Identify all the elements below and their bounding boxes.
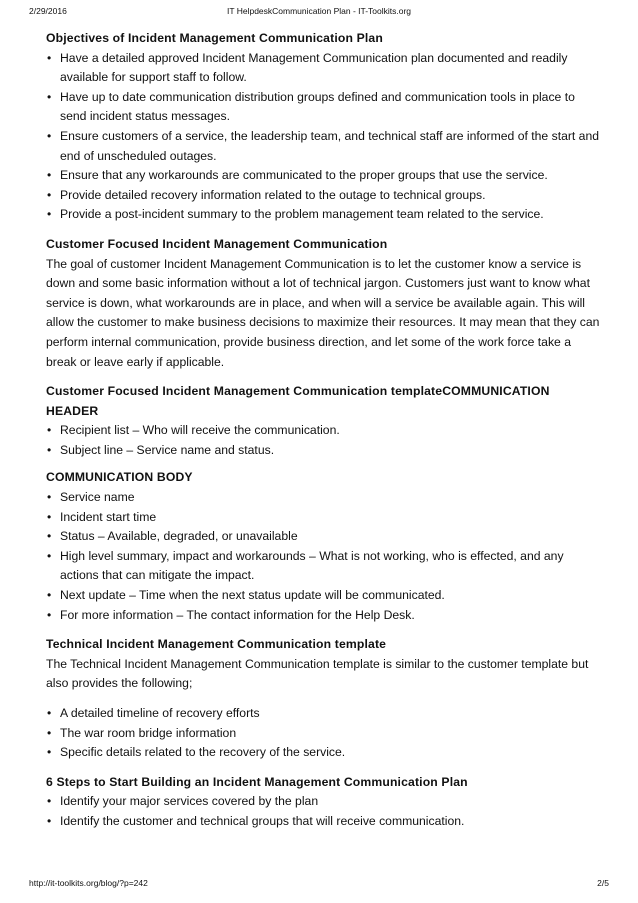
communication-body-heading: COMMUNICATION BODY — [46, 470, 193, 485]
list-item: • Specific details related to the recovery of the service. — [46, 743, 602, 763]
page-number: 2/5 — [597, 878, 609, 888]
customer-template-section — [46, 382, 602, 625]
communication-header-list — [46, 421, 602, 460]
list-item: • Recipient list – Who will receive the communication. — [46, 421, 602, 441]
document-body — [46, 29, 602, 832]
objectives-section — [46, 29, 602, 225]
list-item: • Identify the customer and technical groups that will receive communication. — [46, 812, 602, 832]
list-item: • Subject line – Service name and status. — [46, 441, 602, 461]
technical-items-list — [46, 704, 602, 763]
objectives-list — [46, 49, 602, 225]
list-item: • Ensure that any workarounds are communicated to the proper groups that use the service. — [46, 166, 602, 186]
list-item: • For more information – The contact information for the Help Desk. — [46, 606, 602, 626]
technical-template-body: The Technical Incident Management Communication template is similar to the customer template but also provides the following; — [46, 656, 589, 691]
steps-section — [46, 773, 602, 832]
list-item: • Have a detailed approved Incident Management Communication plan documented and readily available for support staff to follow. — [46, 49, 602, 88]
print-date: 2/29/2016 — [29, 6, 67, 16]
list-item: • Ensure customers of a service, the leadership team, and technical staff are informed of the start and end of unscheduled outages. — [46, 127, 602, 166]
customer-focused-heading: Customer Focused Incident Management Communication — [46, 236, 388, 251]
list-item: • Identify your major services covered by the plan — [46, 792, 602, 812]
technical-template-heading: Technical Incident Management Communication template — [46, 637, 387, 652]
customer-focused-body: The goal of customer Incident Management Communication is to let the customer know a service is down and some basic information without a lot of technical jargon. Customers just want to know what service is down, what workarounds are in place, and when will a service be available again. This will allow the customer to make business decisions to maximize their resources. It may mean that they can perform internal communication, provide business direction, and let some of the work force take a break or leave early if applicable. — [46, 256, 600, 369]
steps-list — [46, 792, 602, 831]
objectives-heading: Objectives of Incident Management Communication Plan — [46, 31, 383, 45]
list-item: • Provide detailed recovery information related to the outage to technical groups. — [46, 186, 602, 206]
list-item: • Provide a post-incident summary to the problem management team related to the service. — [46, 205, 602, 225]
list-item: • The war room bridge information — [46, 724, 602, 744]
page-header — [0, 6, 638, 18]
page-title: IT HelpdeskCommunication Plan - IT-Toolkits.org — [226, 6, 412, 16]
steps-heading: 6 Steps to Start Building an Incident Management Communication Plan — [46, 774, 468, 789]
communication-body-list — [46, 488, 602, 625]
list-item: • Next update – Time when the next status update will be communicated. — [46, 586, 602, 606]
list-item: • High level summary, impact and workarounds – What is not working, who is effected, and any actions that can mitigate the impact. — [46, 547, 602, 586]
technical-template-section — [46, 635, 602, 763]
list-item: • Have up to date communication distribution groups defined and communication tools in place to send incident status messages. — [46, 88, 602, 127]
list-item: • A detailed timeline of recovery efforts — [46, 704, 602, 724]
customer-focused-section — [46, 235, 602, 372]
customer-template-heading: Customer Focused Incident Management Communication templateCOMMUNICATION HEADER — [46, 384, 550, 418]
list-item: • Incident start time — [46, 508, 602, 528]
list-item: • Status – Available, degraded, or unavailable — [46, 527, 602, 547]
page-url: http://it-toolkits.org/blog/?p=242 — [29, 878, 148, 888]
list-item: • Service name — [46, 488, 602, 508]
